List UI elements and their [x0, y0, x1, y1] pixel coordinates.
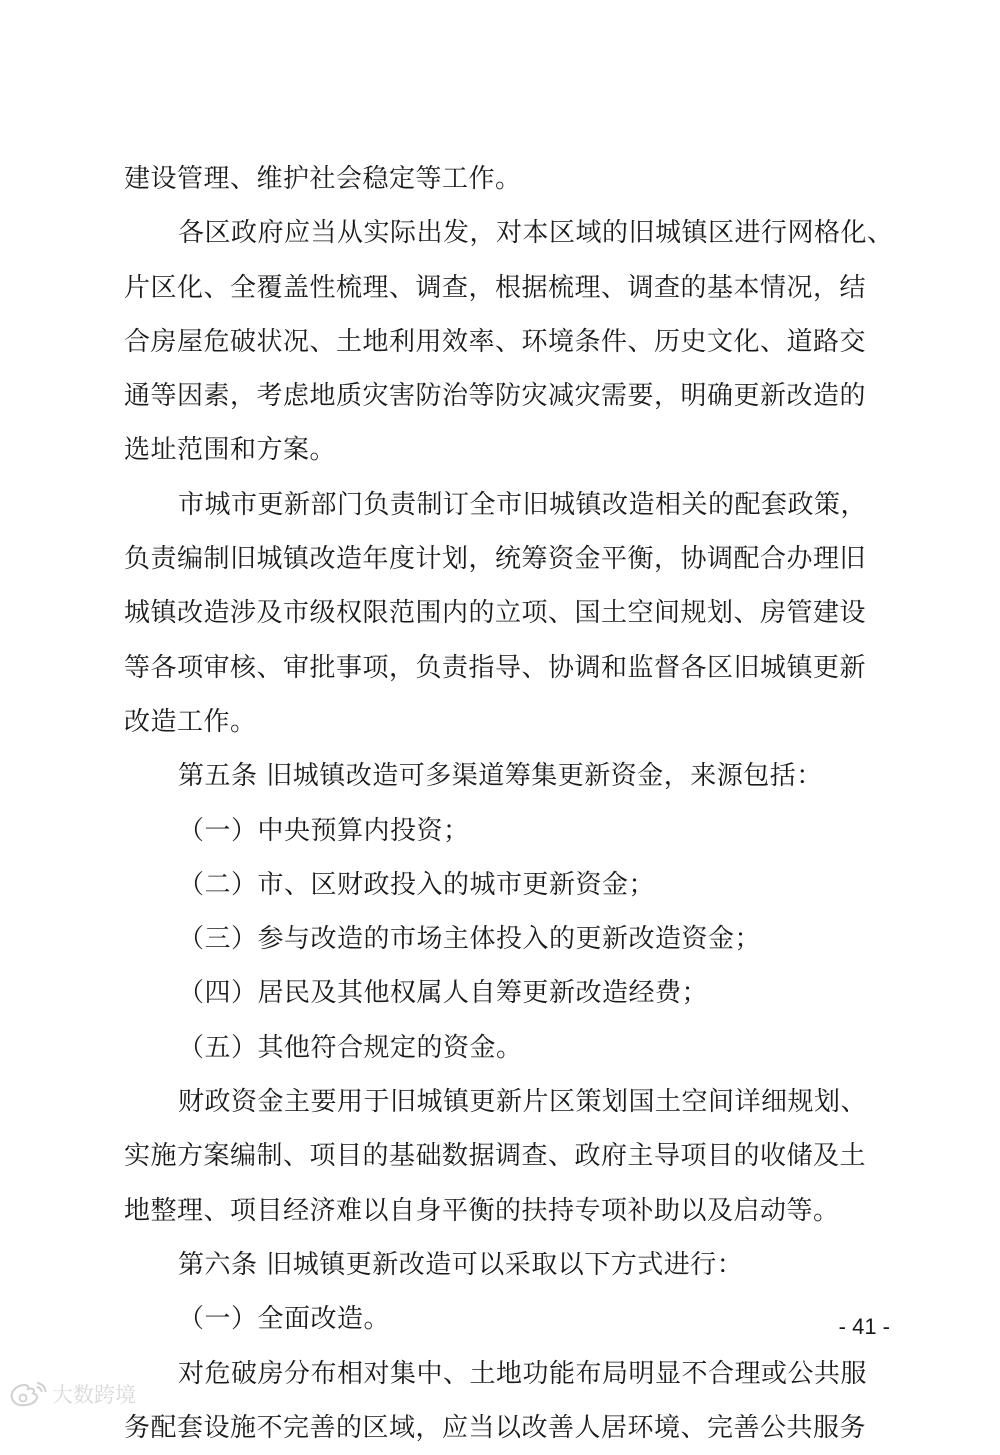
text-line: 务配套设施不完善的区域，应当以改善人居环境、完善公共服务 [124, 1412, 867, 1443]
page-number: - 41 - [838, 1314, 890, 1339]
text-line: 选址范围和方案。 [124, 435, 337, 466]
text-line: （五）其他符合规定的资金。 [178, 1032, 523, 1063]
text-line: 市城市更新部门负责制订全市旧城镇改造相关的配套政策， [178, 489, 868, 520]
text-line: 建设管理、维护社会稳定等工作。 [124, 164, 522, 194]
text-line: 第六条 旧城镇更新改造可以采取以下方式进行： [178, 1249, 744, 1280]
text-line: （一）中央预算内投资； [178, 815, 470, 846]
text-line: 等各项审核、审批事项，负责指导、协调和监督各区旧城镇更新 [124, 652, 867, 683]
text-line: 合房屋危破状况、土地利用效率、环境条件、历史文化、道路交 [124, 326, 867, 357]
text-line: （三）参与改造的市场主体投入的更新改造资金； [178, 924, 762, 955]
watermark-text: 大数跨境 [52, 1383, 136, 1407]
text-line: （一）全面改造。 [178, 1304, 391, 1335]
text-line: 第五条 旧城镇改造可多渠道筹集更新资金，来源包括： [178, 761, 823, 792]
text-line: 负责编制旧城镇改造年度计划，统筹资金平衡，协调配合办理旧 [124, 544, 867, 575]
text-line: 财政资金主要用于旧城镇更新片区策划国土空间详细规划、 [178, 1087, 868, 1118]
text-line: 各区政府应当从实际出发，对本区域的旧城镇区进行网格化、 [178, 218, 894, 249]
text-line: 片区化、全覆盖性梳理、调查，根据梳理、调查的基本情况，结 [124, 272, 867, 303]
text-line: 对危破房分布相对集中、土地功能布局明显不合理或公共服 [178, 1358, 868, 1389]
document-body [124, 152, 894, 1455]
text-line: 通等因素，考虑地质灾害防治等防灾减灾需要，明确更新改造的 [124, 381, 867, 412]
text-line: 实施方案编制、项目的基础数据调查、政府主导项目的收储及土 [124, 1141, 867, 1172]
text-line: （四）居民及其他权属人自筹更新改造经费； [178, 978, 709, 1009]
text-line: （二）市、区财政投入的城市更新资金； [178, 869, 656, 900]
text-line: 地整理、项目经济难以自身平衡的扶持专项补助以及启动等。 [124, 1195, 840, 1226]
text-line: 改造工作。 [124, 706, 257, 737]
text-line: 城镇改造涉及市级权限范围内的立项、国土空间规划、房管建设 [124, 598, 867, 629]
watermark [8, 1378, 136, 1410]
weibo-logo-icon [8, 1380, 48, 1408]
